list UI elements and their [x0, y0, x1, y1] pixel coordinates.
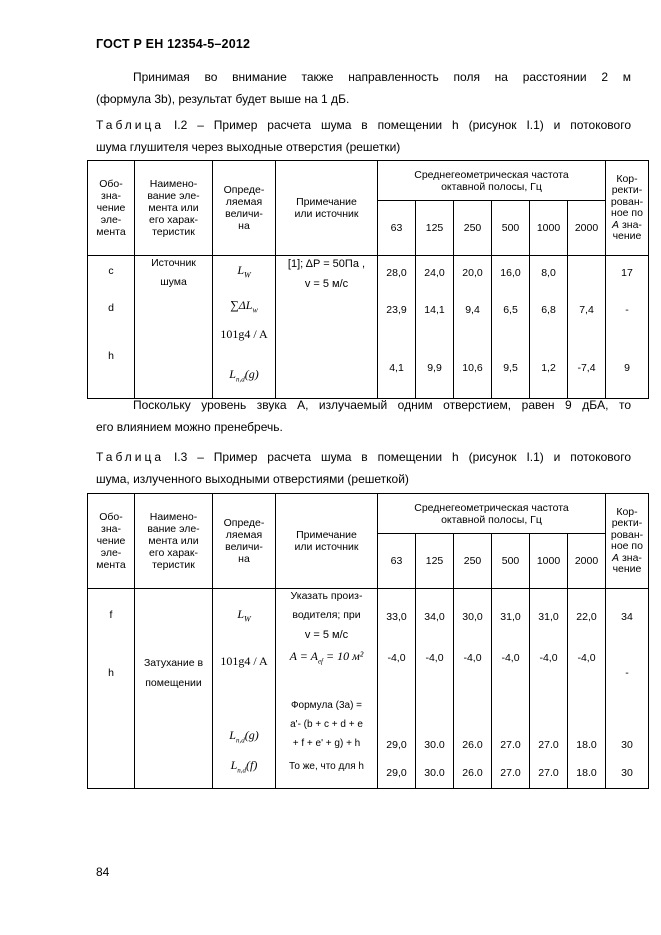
t1-head-note: Примечание или источник [276, 161, 378, 256]
t1-col-2000: 7,4 -7,4 [568, 256, 606, 399]
t2-head-corrected: Кор- ректи- рован- ное по A зна- чение [606, 494, 649, 589]
table2-caption-text-2: шума, излученного выходными отверстиями (решеткой) [96, 472, 409, 486]
t2-col-2000: 22,0 -4,0 18.0 18.0 [568, 589, 606, 789]
t1-freq-1000: 1000 [530, 201, 568, 256]
t2-freq-500: 500 [492, 534, 530, 589]
t1-freq-2000: 2000 [568, 201, 606, 256]
t2-quantities: $L_W$ 101g4 / A $L_{n,d}(g)$ $L_{n,d}(f)$ [213, 589, 276, 789]
intro-line-2: (формула 3b), результат будет выше на 1 дБ. [96, 92, 350, 106]
table2 [87, 493, 649, 789]
t1-head-quantity: Опреде- ляемая величи- на [213, 161, 276, 256]
table1-caption-word: Таблица [96, 118, 165, 132]
t2-col-125: 34,0 -4,0 30.0 30.0 [416, 589, 454, 789]
t1-head-corrected: Кор- ректи- рован- ное по A зна- чение [606, 161, 649, 256]
table1 [87, 160, 649, 399]
t2-head-designation: Обо- зна- чение эле- мента [88, 494, 135, 589]
t2-head-freq-group: Среднегеометрическая частота октавной полосы, Гц [378, 494, 606, 534]
t2-names: Затухание в помещении [135, 589, 213, 789]
t2-freq-63: 63 [378, 534, 416, 589]
intro-line-1: Принимая во внимание также направленность поля на расстоянии 2 м [133, 70, 631, 84]
t2-head-quantity: Опреде- ляемая величи- на [213, 494, 276, 589]
table1-caption-text-2: шума глушителя через выходные отверстия (решетки) [96, 140, 401, 154]
t1-body-row [88, 256, 649, 399]
t1-head-name: Наимено- вание эле- мента или его харак- теристик [135, 161, 213, 256]
t1-freq-500: 500 [492, 201, 530, 256]
t2-head-note: Примечание или источник [276, 494, 378, 589]
t2-freq-2000: 2000 [568, 534, 606, 589]
middle-line-2: его влиянием можно пренебречь. [96, 420, 283, 434]
t2-col-500: 31,0 -4,0 27.0 27.0 [492, 589, 530, 789]
t2-freq-1000: 1000 [530, 534, 568, 589]
table2-caption-word: Таблица [96, 450, 165, 464]
t1-col-500: 16,0 6,5 9,5 [492, 256, 530, 399]
t2-col-250: 30,0 -4,0 26.0 26.0 [454, 589, 492, 789]
t1-freq-250: 250 [454, 201, 492, 256]
t1-head-freq-group: Среднегеометрическая частота октавной полосы, Гц [378, 161, 606, 201]
intro-paragraph [96, 66, 631, 110]
t2-body-row [88, 589, 649, 789]
t2-col-corrected: 34 - 30 30 [606, 589, 649, 789]
t2-notes: Указать произ- водителя; при v = 5 м/с $A = A_{ef} = 10$ м² Формула (3а) = a'- (b + c + d + e + f + e' + g) + h То же, что для h [276, 589, 378, 789]
t1-names: Источник шума [135, 256, 213, 399]
table2-caption [96, 446, 631, 490]
t2-freq-125: 125 [416, 534, 454, 589]
table2-caption-text: I.3 – Пример расчета шума в помещении h (рисунок I.1) и потокового [164, 450, 631, 464]
t2-col-1000: 31,0 -4,0 27.0 27.0 [530, 589, 568, 789]
t1-ids: c d h [88, 256, 135, 399]
middle-paragraph [96, 394, 631, 438]
t1-col-250: 20,0 9,4 10,6 [454, 256, 492, 399]
t1-head-designation: Обо- зна- чение эле- мента [88, 161, 135, 256]
page-number: 84 [96, 865, 110, 879]
t2-freq-250: 250 [454, 534, 492, 589]
middle-line-1: Поскольку уровень звука A, излучаемый одним отверстием, равен 9 дБA, то [133, 398, 631, 412]
t1-col-63: 28,0 23,9 4,1 [378, 256, 416, 399]
table1-caption [96, 114, 631, 158]
t1-freq-125: 125 [416, 201, 454, 256]
t1-quantities: $L_W$ $\sum\Delta L_w$ 101g4 / A $L_{n,d}(g)$ [213, 256, 276, 399]
t1-col-1000: 8,0 6,8 1,2 [530, 256, 568, 399]
t1-col-125: 24,0 14,1 9,9 [416, 256, 454, 399]
t1-freq-63: 63 [378, 201, 416, 256]
t2-col-63: 33,0 -4,0 29,0 29,0 [378, 589, 416, 789]
table1-caption-text: I.2 – Пример расчета шума в помещении h (рисунок I.1) и потокового [164, 118, 631, 132]
t2-head-name: Наимено- вание эле- мента или его харак- теристик [135, 494, 213, 589]
t1-notes: [1]; ΔP = 50Па , v = 5 м/с [276, 256, 378, 399]
t1-col-corrected: 17 - 9 [606, 256, 649, 399]
t2-ids: f h [88, 589, 135, 789]
doc-header: ГОСТ Р ЕН 12354-5–2012 [96, 37, 251, 51]
